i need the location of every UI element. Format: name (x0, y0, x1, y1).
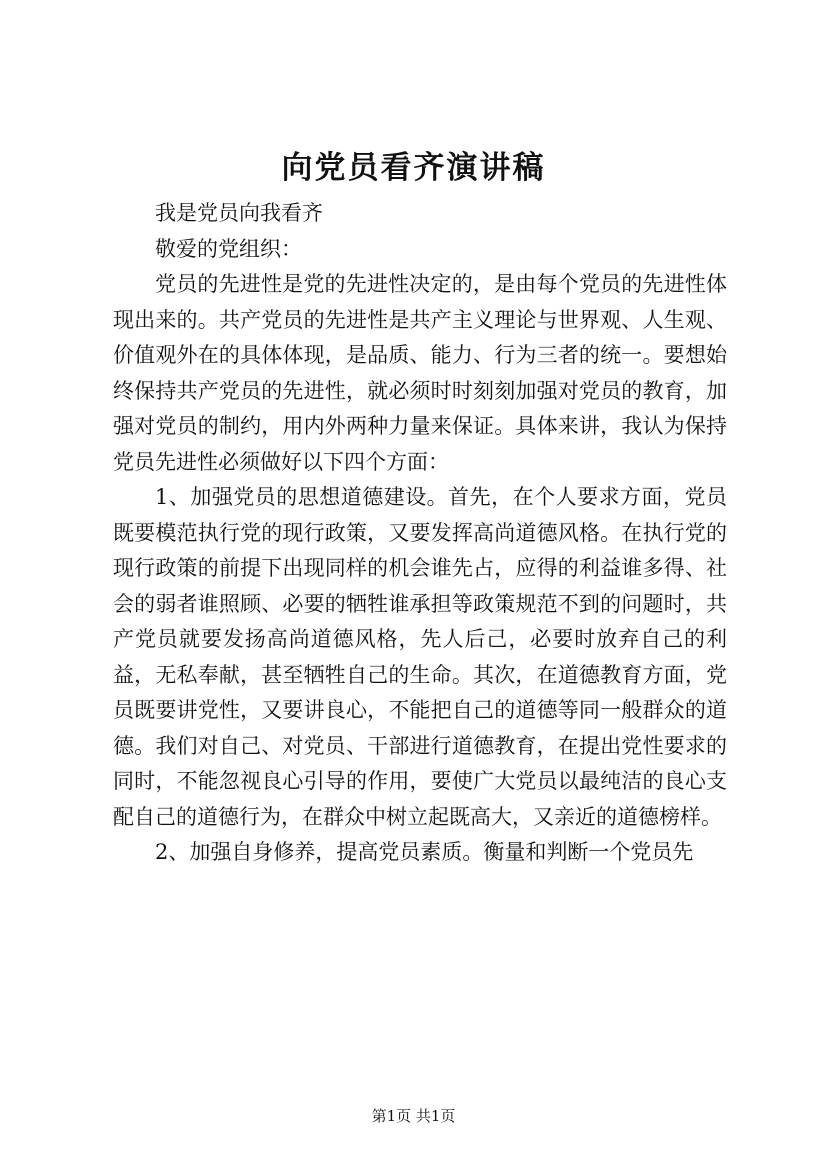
paragraph-salutation: 敬爱的党组织： (155, 236, 302, 261)
paragraph-subtitle: 我是党员向我看齐 (155, 201, 323, 225)
document-body (113, 196, 727, 871)
paragraph-point-2: 2、加强自身修养，提高党员素质。衡量和判断一个党员先 (155, 840, 694, 864)
paragraph-point-1: 1、加强党员的思想道德建设。首先，在个人要求方面，党员既要模范执行党的现行政策，又要发挥高尚道德风格。在执行党的现行政策的前提下出现同样的机会谁先占，应得的利益谁多得、社会的弱者谁照顾、必要的牺牲谁承担等政策规范不到的问题时，共产党员就要发扬高尚道德风格，先人后己，必要时放弃自己的利益，无私奉献，甚至牺牲自己的生命。其次，在道德教育方面，党员既要讲党性，又要讲良心，不能把自己的道德等同一般群众的道德。我们对自己、对党员、干部进行道德教育，在提出党性要求的同时，不能忽视良心引导的作用，要使广大党员以最纯洁的良心支配自己的道德行为，在群众中树立起既高大，又亲近的道德榜样。 (113, 485, 727, 829)
paragraph-intro: 党员的先进性是党的先进性决定的，是由每个党员的先进性体现出来的。共产党员的先进性是共产主义理论与世界观、人生观、价值观外在的具体体现，是品质、能力、行为三者的统一。要想始终保持共产党员的先进性，就必须时时刻刻加强对党员的教育，加强对党员的制约，用内外两种力量来保证。具体来讲，我认为保持党员先进性必须做好以下四个方面： (113, 272, 727, 474)
document-title: 向党员看齐演讲稿 (281, 150, 546, 186)
page-footer: 第1页 共1页 (371, 1107, 456, 1125)
